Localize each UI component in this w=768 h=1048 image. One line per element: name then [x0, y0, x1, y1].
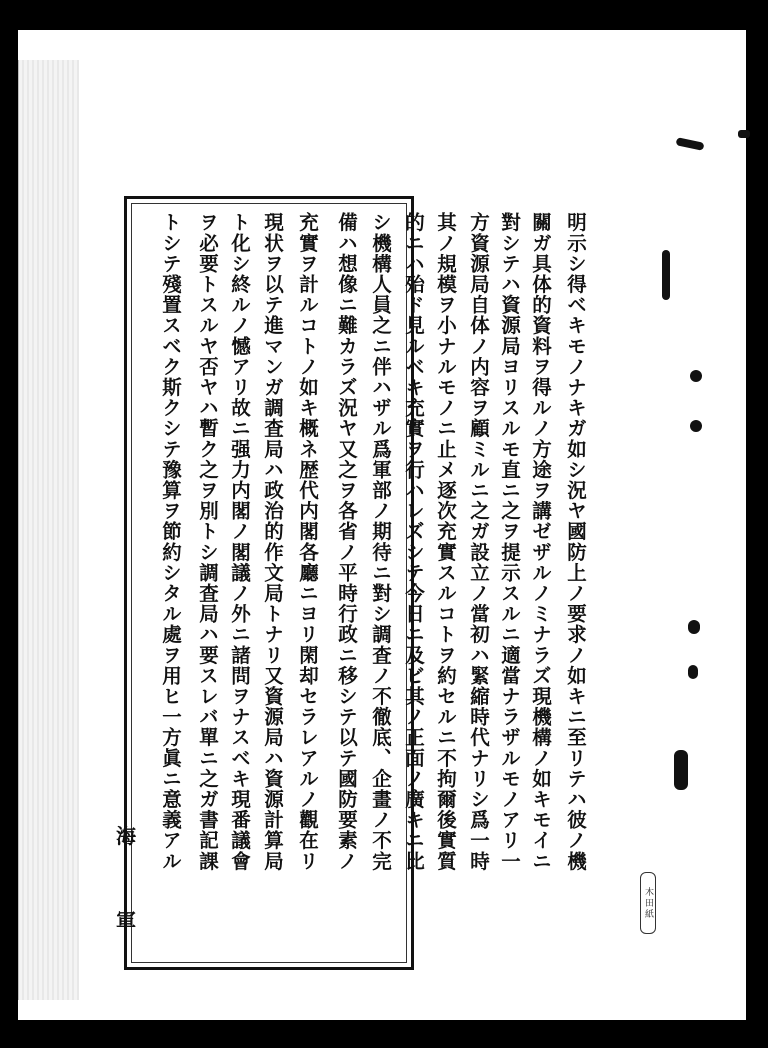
text-column-6: 的ニハ殆ド見ルベキ充實ヲ行ハレズシテ今日ニ及ビ其ノ正面ノ廣キニ比 — [402, 212, 425, 872]
text-column-9: 充實ヲ計ルコトノ如キ概ネ歴代内閣各廳ニヨリ閑却セラレアルノ觀在リ — [296, 212, 319, 872]
text-column-7: シ機構人員之ニ伴ハザル爲軍部ノ期待ニ對シ調査ノ不徹底、企畫ノ不完 — [369, 212, 392, 872]
text-column-11: ト化シ終ルノ憾アリ故ニ强力内閣ノ閣議ノ外ニ諸問ヲナスベキ現番議會 — [228, 212, 251, 872]
text-column-2: 關ガ具体的資料ヲ得ルノ方途ヲ講ゼザルノミナラズ現機構ノ如キモイニ — [529, 212, 552, 872]
text-column-4: 方資源局自体ノ内容ヲ顧ミルニ之ガ設立ノ當初ハ緊縮時代ナリシ爲一時 — [467, 212, 490, 872]
text-column-5: 其ノ規模ヲ小ナルモノニ止メ逐次充實スルコトヲ約セルニ不拘爾後實質 — [434, 212, 457, 872]
scan-mark — [690, 420, 702, 432]
text-column-12: ヲ必要トスルヤ否ヤハ暫ク之ヲ別トシ調査局ハ要スレバ單ニ之ガ書記課 — [196, 212, 219, 872]
text-column-1: 明示シ得ベキモノナキガ如シ況ヤ國防上ノ要求ノ如キニ至リテハ彼ノ機 — [564, 212, 587, 872]
text-column-3: 對シテハ資源局ヨリスルモ直ニ之ヲ提示スルニ適當ナラザルモノアリ一 — [498, 212, 521, 872]
text-column-13: トシテ殘置スベク斯クシテ豫算ヲ節約シタル處ヲ用ヒ一方眞ニ意義アル — [159, 212, 182, 872]
paper-stamp: 木田紙 — [640, 872, 656, 934]
scan-mark — [690, 370, 702, 382]
scan-mark — [662, 250, 670, 300]
footer-character-2: 軍 — [116, 909, 136, 933]
scan-mark — [674, 750, 688, 790]
scan-mark — [688, 665, 698, 679]
scan-mark — [688, 620, 700, 634]
stacked-page-edges — [18, 60, 79, 1000]
footer-character-1: 海 — [116, 824, 136, 848]
text-column-8: 備ハ想像ニ難カラズ況ヤ又之ヲ各省ノ平時行政ニ移シテ以テ國防要素ノ — [335, 212, 358, 872]
scan-mark — [738, 130, 750, 138]
text-column-10: 現状ヲ以テ進マンガ調査局ハ政治的作文局トナリ又資源局ハ資源計算局 — [261, 212, 284, 872]
